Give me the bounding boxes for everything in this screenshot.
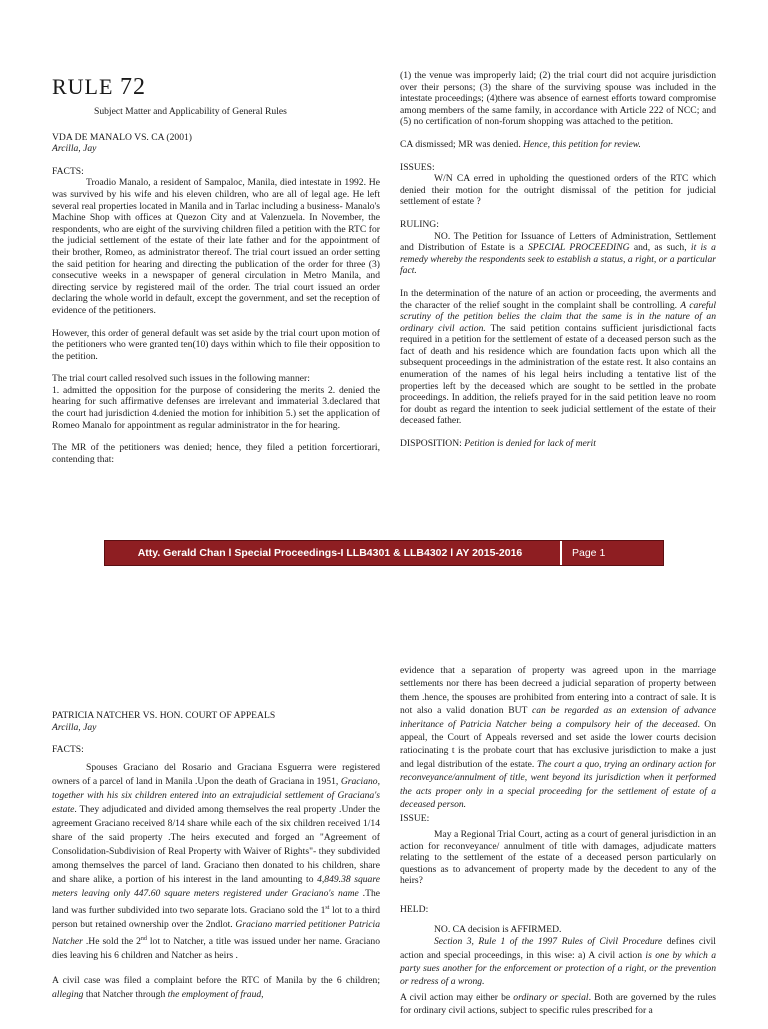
- held-decision: NO. CA decision is AFFIRMED.: [434, 923, 562, 935]
- ruling-heading: RULING:: [400, 218, 439, 230]
- natcher-facts-paragraph-1: Spouses Graciano del Rosario and Graciana Esguerra were registered owners of a parcel of land in Manila .Upon the death of Graciana in 1951, Graciano, together with his six children entered into an extrajudicial settlement of Graciana's estate. They adjudicated and divided among themselves the real property .Under the agreement Graciano received 8/14 share while each of the six children received 1/14 share of the said property .The heirs executed and forged an "Agreement of Consolidation-Subdivision of Real Property with Waiver of Rights"- they subdivided among themselves the parcel of land. Graciano then donated to his children, share and share alike, a portion of his interest in the land amounting to 4,849.38 square meters leaving only 447.60 square meters registered under Graciano's name .The land was further subdivided into two separate lots. Graciano sold the 1st lot to a third person but retained ownership over the 2ndlot. Graciano married petitioner Patricia Natcher .He sold the 2nd lot to Natcher, a title was issued under her name. Graciano dies leaving his 6 children and Natcher as heirs .: [52, 761, 380, 962]
- page-gap: [0, 590, 768, 632]
- ca-dismissal: CA dismissed; MR was denied. Hence, this petition for review.: [400, 138, 641, 150]
- footer-course-text: Atty. Gerald Chan l Special Proceedings-I LLB4301 & LLB4302 l AY 2015-2016: [137, 547, 523, 559]
- facts-heading-2: FACTS:: [52, 744, 84, 756]
- facts-heading: FACTS:: [52, 165, 84, 177]
- held-ordinary-special: A civil action may either be ordinary or special. Both are governed by the rules for ordinary civil actions, subject to specific rules prescribed for a: [400, 991, 716, 1017]
- page-footer-bar: [104, 540, 664, 566]
- page1-right-column: [400, 70, 716, 461]
- held-heading: HELD:: [400, 904, 429, 916]
- facts-paragraph-5: The MR of the petitioners was denied; hence, they filed a petition forcertiorari, contending that:: [52, 442, 380, 465]
- held-civil-action-definition: Section 3, Rule 1 of the 1997 Rules of Civil Procedure defines civil action and special proceedings, in this wise: a) A civil action is one by which a party sues another for the enforcement or protection of a right, or the prevention or redress of a wrong.: [400, 936, 716, 988]
- facts-paragraph-1: Troadio Manalo, a resident of Sampaloc, Manila, died intestate in 1992. He was survived by his wife and his eleven children, who are all of legal age. He left several real properties located in Manila and in Tarlac including a business- Manalo's Machine Shop with offices at Quezon City and at Valenzuela. In November, the respondents, who are eight of the surviving children filed a petition with the RTC for the judicial settlement of the estate of their late father and for the appointment of their brother, Romeo, as administrator thereof. The trial court issued an order setting the said petition for hearing and directing the publication of the order for three (3) consecutive weeks in a newspaper of general circulation in Metro Manila, and directing service by registered mail of the order. The trial court issued an order declaring the whole world in default, except the government, and set the reception of evidence of the petitioners.: [52, 177, 380, 316]
- case-author-2: Arcilla, Jay: [52, 721, 97, 733]
- case-title: VDA DE MANALO VS. CA (2001): [52, 131, 193, 143]
- issues-text: W/N CA erred in upholding the questioned orders of the RTC which denied their motion for the outright dismissal of the petition for judicial settlement of estate ?: [400, 173, 716, 208]
- ruling-paragraph-1: NO. The Petition for Issuance of Letters of Administration, Settlement and Distribution of Estate is a SPECIAL PROCEEDING and, as such, it is a remedy whereby the respondents seek to establish a status, a right, or a particular fact.: [400, 230, 716, 277]
- facts-paragraph-2: However, this order of general default was set aside by the trial court upon motion of the petitioners who were granted ten(10) days within which to file their opposition to the petition.: [52, 327, 380, 362]
- natcher-facts-paragraph-2: A civil case was filed a complaint before the RTC of Manila by the 6 children; alleging that Natcher through the employment of fraud,: [52, 975, 380, 1001]
- disposition: DISPOSITION: Petition is denied for lack of merit: [400, 438, 596, 450]
- issue-text-2: May a Regional Trial Court, acting as a court of general jurisdiction in an action for reconveyance/ annulment of title with damages, adjudicate matters relating to the settlement of the estate of a deceased person particularly on questions as to advancement of property made by the decedent to any of the heirs?: [400, 829, 716, 887]
- rule-number: 72: [119, 74, 146, 100]
- rule-word: RULE: [52, 74, 114, 99]
- page2-right-column: [400, 664, 716, 1029]
- rule-subtitle: Subject Matter and Applicability of General Rules: [94, 106, 287, 117]
- case-title-2: PATRICIA NATCHER VS. HON. COURT OF APPEALS: [52, 710, 276, 721]
- page-2: [0, 632, 768, 1024]
- petition-contentions: (1) the venue was improperly laid; (2) the trial court did not acquire jurisdiction over their persons; (3) the share of the surviving spouse was included in the intestate proceedings; (4)there was absence of earnest efforts toward compromise among members of the same family, in accordance with Article 222 of NCC; and (5) no certification of non-forum shopping was attached to the petition.: [400, 70, 716, 128]
- natcher-ca-ruling: evidence that a separation of property was agreed upon in the marriage settlements nor there has been decreed a judicial separation of property between them .hence, the spouses are prohibited from entering into a contract of sale. It is not also a valid donation BUT can be regarded as an extension of advance inheritance of Patricia Natcher being a compulsory heir of the deceased. On appeal, the Court of Appeals reversed and set aside the lower courts decision ratiocinating t is the probate court that has exclusive jurisdiction to make a just and legal distribution of the estate. The court a quo, trying an ordinary action for reconveyance/annulment of title, went beyond its jurisdiction when it performed the acts proper only in a special proceeding for the settlement of estate of a deceased person.: [400, 665, 716, 811]
- case-author: Arcilla, Jay: [52, 143, 97, 155]
- footer-page-number: Page 1: [560, 541, 664, 565]
- facts-paragraph-3: The trial court called resolved such issues in the following manner:: [52, 373, 310, 385]
- ruling-paragraph-2: In the determination of the nature of an action or proceeding, the averments and the character of the relief sought in the complaint shall be controlling. A careful scrutiny of the petition belies the claim that the same is in the nature of an ordinary civil action. The said petition contains sufficient jurisdictional facts required in a petition for the settlement of estate of a deceased person such as the fact of death and his residence which are foundation facts upon which all the subsequent proceedings in the administration of the estate rest. It also contains an enumeration of the names of his legal heirs including a tentative list of the properties left by the deceased which are sought to be settled in the probate proceedings. In addition, the reliefs prayed for in the said petition leave no room for doubt as regard the intention to seek judicial settlement of the estate of their deceased father.: [400, 287, 717, 427]
- issue-heading-2: ISSUE:: [400, 813, 430, 825]
- issues-heading: ISSUES:: [400, 161, 435, 173]
- page2-left-column: [52, 710, 380, 1013]
- facts-paragraph-4: 1. admitted the opposition for the purpose of considering the merits 2. denied the hearing for such affirmative defenses are irrelevant and immaterial 3.declared that the court had jurisdiction 4.denied the motion for inhibition 5.) set the application of Romeo Manalo for appointment as regular administrator in the for hearing.: [52, 384, 380, 431]
- page1-left-column: [52, 76, 380, 476]
- rule-heading: [52, 76, 380, 98]
